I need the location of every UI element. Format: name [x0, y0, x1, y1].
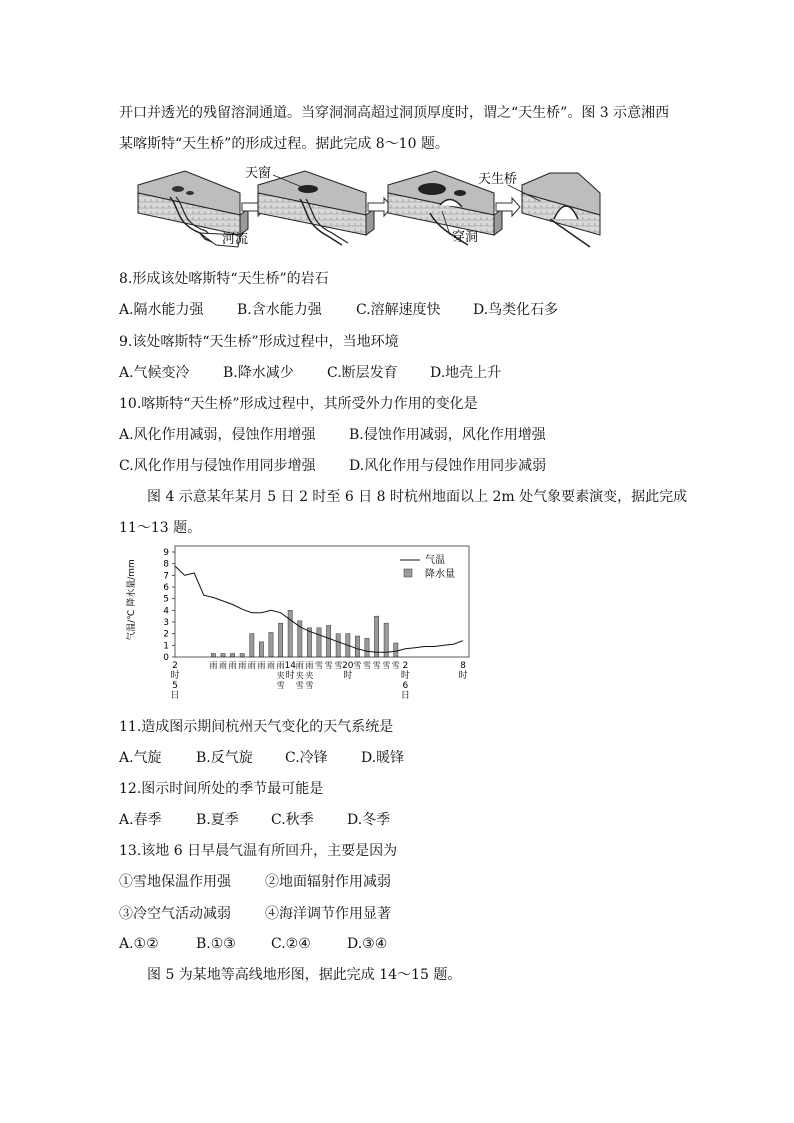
q12-option-d[interactable]: D.冬季: [347, 812, 391, 828]
fig4-intro-line-1: 图 4 示意某年某月 5 日 2 时至 6 日 8 时杭州地面以上 2m 处气象要素演变，据此完成: [147, 489, 688, 505]
precipitation-bar: [317, 628, 321, 657]
y-tick-label: 8: [163, 559, 169, 570]
block-2: [258, 171, 374, 245]
x-tick-label: 时: [343, 671, 353, 681]
x-tick-label: 2: [402, 661, 409, 671]
q11-option-b[interactable]: B.反气旋: [196, 750, 253, 766]
x-tick-label: 20: [342, 661, 354, 671]
q8-option-a[interactable]: A.隔水能力强: [119, 302, 204, 318]
question-9-stem: 9.该处喀斯特“天生桥”形成过程中，当地环境: [119, 334, 399, 350]
weather-label: 雪: [382, 661, 391, 670]
y-tick-label: 9: [163, 548, 169, 558]
label-river: 河流: [222, 232, 249, 247]
weather-label: 雨: [276, 661, 285, 670]
q9-option-c[interactable]: C.断层发育: [327, 365, 398, 381]
y-tick-label: 7: [163, 571, 169, 582]
x-tick-label: 时: [170, 671, 180, 681]
figure-3-natural-bridge: [130, 163, 610, 255]
y-tick-label: 5: [163, 594, 169, 605]
q13-statement-2: ②地面辐射作用减弱: [265, 874, 391, 890]
precipitation-bar: [365, 638, 369, 657]
q13-option-b[interactable]: B.①③: [196, 936, 236, 952]
y-axis-label: 气温/℃ 降水量/mm: [127, 559, 137, 641]
fig4-intro-line-2: 11～13 题。: [119, 520, 202, 536]
y-tick-label: 3: [163, 618, 169, 628]
y-tick-label: 0: [163, 653, 169, 663]
question-8-stem: 8.形成该处喀斯特“天生桥”的岩石: [119, 271, 329, 287]
y-tick-label: 4: [163, 606, 169, 617]
x-tick-label: 6: [402, 681, 409, 691]
label-skylight: 天窗: [245, 166, 272, 181]
weather-label: 雨: [257, 661, 266, 670]
precipitation-bar: [269, 633, 273, 658]
q11-option-a[interactable]: A.气旋: [119, 750, 162, 766]
weather-label: 雨: [295, 661, 304, 670]
weather-label: 雪: [324, 661, 333, 670]
precipitation-bar: [394, 643, 398, 657]
q12-option-b[interactable]: B.夏季: [196, 812, 239, 828]
legend-bar-icon: [404, 569, 412, 577]
weather-label: 雪: [372, 661, 381, 670]
q11-option-c[interactable]: C.冷锋: [285, 750, 328, 766]
y-tick-label: 2: [163, 629, 169, 640]
precipitation-bar: [326, 626, 330, 658]
weather-label: 雨: [209, 661, 218, 670]
q13-option-c[interactable]: C.②④: [271, 936, 311, 952]
legend-temperature: 气温: [425, 555, 445, 566]
q10-option-d[interactable]: D.风化作用与侵蚀作用同步减弱: [349, 458, 547, 474]
q13-option-d[interactable]: D.③④: [347, 936, 388, 952]
q8-option-b[interactable]: B.含水能力强: [237, 302, 322, 318]
question-11-stem: 11.造成图示期间杭州天气变化的天气系统是: [119, 719, 394, 735]
q12-option-c[interactable]: C.秋季: [271, 812, 314, 828]
weather-label: 雪: [295, 681, 304, 690]
question-10-stem: 10.喀斯特“天生桥”形成过程中，其所受外力作用的变化是: [119, 396, 478, 412]
precipitation-bar: [336, 634, 340, 657]
precipitation-bar: [278, 623, 282, 657]
x-tick-label: 8: [460, 661, 466, 671]
q10-option-a[interactable]: A.风化作用减弱，侵蚀作用增强: [119, 427, 316, 443]
precipitation-bar: [288, 610, 292, 657]
weather-label: 雪: [334, 661, 343, 670]
precipitation-bar: [221, 654, 225, 658]
x-tick-label: 时: [400, 671, 410, 681]
legend-precipitation: 降水量: [425, 569, 455, 580]
weather-label: 雪: [391, 661, 400, 670]
weather-label: 夹: [305, 671, 314, 680]
x-tick-label: 2: [172, 661, 178, 671]
question-12-stem: 12.图示时间所处的季节最可能是: [119, 781, 324, 797]
q8-option-c[interactable]: C.溶解速度快: [356, 302, 441, 318]
x-tick-label: 日: [400, 691, 410, 701]
x-tick-label: 时: [285, 671, 295, 681]
x-tick-label: 14: [284, 661, 296, 671]
precipitation-bar: [230, 654, 234, 658]
x-tick-label: 5: [172, 681, 178, 691]
block-4: [522, 173, 600, 247]
legend: [400, 554, 455, 580]
weather-label: 雨: [238, 661, 247, 670]
weather-label: 夹: [276, 671, 285, 680]
intro-line-1: 开口并透光的残留溶洞通道。当穿洞洞高超过洞顶厚度时，谓之“天生桥”。图 3 示意湘西: [119, 105, 670, 121]
precipitation-bar: [355, 636, 359, 657]
figure-4-weather-chart: [120, 542, 480, 707]
precipitation-bar: [211, 654, 215, 658]
weather-label: 雪: [315, 661, 323, 670]
q8-option-d[interactable]: D.鸟类化石多: [473, 302, 559, 318]
q9-option-d[interactable]: D.地壳上升: [430, 365, 502, 381]
q9-option-b[interactable]: B.降水减少: [223, 365, 294, 381]
sinkhole-icon: [172, 186, 184, 192]
intro-line-2: 某喀斯特“天生桥”的形成过程。据此完成 8～10 题。: [119, 136, 449, 152]
q13-statement-1: ①雪地保温作用强: [119, 874, 231, 890]
fig5-intro: 图 5 为某地等高线地形图，据此完成 14～15 题。: [147, 967, 462, 983]
weather-label: 雪: [276, 681, 285, 690]
precipitation-bar: [374, 616, 378, 657]
question-13-stem: 13.该地 6 日早晨气温有所回升，主要是因为: [119, 843, 398, 859]
weather-label: 雪: [305, 681, 314, 690]
weather-label: 雨: [247, 661, 256, 670]
weather-label: 雨: [219, 661, 227, 670]
weather-label: 夹: [295, 671, 304, 680]
y-tick-label: 6: [163, 583, 169, 593]
x-tick-label: 时: [458, 671, 468, 681]
q10-option-b[interactable]: B.侵蚀作用减弱，风化作用增强: [349, 427, 546, 443]
q13-statement-3: ③冷空气活动减弱: [119, 906, 231, 922]
x-tick-label: 日: [170, 691, 180, 701]
q13-statement-4: ④海洋调节作用显著: [265, 906, 391, 922]
q13-option-a[interactable]: A.①②: [119, 936, 159, 952]
q10-option-c[interactable]: C.风化作用与侵蚀作用同步增强: [119, 458, 316, 474]
weather-label: 雪: [363, 661, 371, 670]
weather-label: 雨: [267, 661, 275, 670]
q11-option-d[interactable]: D.暖锋: [361, 750, 405, 766]
q9-option-a[interactable]: A.气候变冷: [119, 365, 190, 381]
weather-label: 雪: [353, 661, 362, 670]
precipitation-bar: [259, 642, 263, 657]
weather-label: 雨: [228, 661, 237, 670]
weather-label: 雨: [305, 661, 314, 670]
y-tick-label: 1: [163, 641, 169, 652]
precipitation-bar: [240, 654, 244, 658]
label-natural-bridge: 天生桥: [478, 172, 518, 187]
label-through-cave: 穿洞: [452, 230, 479, 245]
precipitation-bar: [250, 634, 254, 657]
q12-option-a[interactable]: A.春季: [119, 812, 162, 828]
